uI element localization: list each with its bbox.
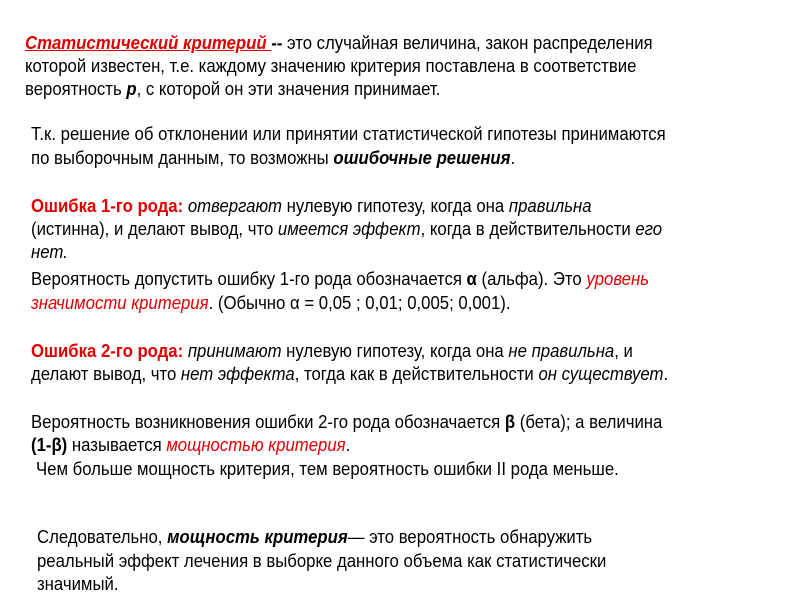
text-segment: мощностью критерия [166, 435, 346, 455]
text-line [37, 526, 592, 548]
text-line [31, 218, 662, 240]
text-segment: его [635, 219, 663, 239]
text-segment: которой известен, т.е. каждому значению критерия поставлена в соответствие [25, 56, 637, 76]
text-segment: значимости критерия [31, 293, 209, 313]
text-segment: . [663, 364, 669, 384]
text-segment: р [126, 79, 137, 99]
text-segment: это случайная величина, закон распределения [287, 33, 653, 53]
text-segment: , и [614, 341, 633, 361]
text-line [31, 434, 350, 456]
text-segment: . [510, 148, 516, 168]
text-segment: Следовательно, [37, 527, 168, 547]
text-line [31, 340, 633, 362]
text-segment: делают вывод, что [31, 364, 181, 384]
text-segment: по выборочным данным, то возможны [31, 148, 334, 168]
text-segment: правильна [508, 196, 592, 216]
text-segment: вероятность [25, 79, 127, 99]
text-segment: Чем больше мощность критерия, тем вероятность ошибки II рода меньше. [36, 459, 619, 479]
text-segment: (истинна), и делают вывод, что [31, 219, 278, 239]
text-segment: нет эффекта [180, 364, 295, 384]
text-line [37, 573, 118, 595]
text-line [31, 268, 649, 290]
text-segment: не правильна [508, 341, 615, 361]
text-line [31, 123, 666, 145]
text-line [25, 32, 653, 54]
text-segment: он существует [538, 364, 664, 384]
text-segment: называется [67, 435, 167, 455]
text-segment: нулевую гипотезу, когда она [282, 196, 509, 216]
text-line [25, 78, 440, 100]
text-segment: , тогда как в действительности [294, 364, 539, 384]
text-line [37, 550, 606, 572]
text-segment: Вероятность возникновения ошибки 2-го рода обозначается [31, 412, 505, 432]
text-segment: , с которой он эти значения принимает. [136, 79, 441, 99]
text-segment: нет. [31, 242, 68, 262]
text-segment: (альфа). Это [476, 269, 587, 289]
text-line [31, 241, 68, 263]
text-segment: Статистический критерий [25, 33, 267, 53]
text-line [31, 292, 511, 314]
text-segment: — это вероятность обнаружить [347, 527, 593, 547]
text-segment: β [504, 412, 516, 432]
text-segment: . [345, 435, 351, 455]
text-segment: уровень [586, 269, 650, 289]
text-segment: ошибочные решения [333, 148, 511, 168]
text-segment: -- [271, 33, 288, 53]
text-line [31, 411, 662, 433]
text-segment: принимают [187, 341, 282, 361]
text-segment: Ошибка 2-го рода: [31, 341, 188, 361]
text-segment: . (Обычно α = 0,05 ; 0,01; 0,005; 0,001). [208, 293, 511, 313]
text-segment: (1-β) [31, 435, 68, 455]
text-segment: (бета); а величина [515, 412, 663, 432]
text-segment: Ошибка 1-го рода: [31, 196, 188, 216]
text-segment: значимый. [37, 574, 119, 594]
text-line [25, 55, 636, 77]
text-segment: α [466, 269, 477, 289]
text-segment: мощность критерия [167, 527, 348, 547]
text-segment: отвергают [187, 196, 283, 216]
text-line [31, 363, 668, 385]
text-segment: , когда в действительности [420, 219, 636, 239]
text-line [31, 195, 592, 217]
text-line [36, 458, 619, 480]
text-segment: Вероятность допустить ошибку 1-го рода обозначается [31, 269, 467, 289]
text-segment: имеется эффект [277, 219, 421, 239]
text-segment: реальный эффект лечения в выборке данного объема как статистически [37, 551, 607, 571]
text-line [31, 147, 515, 169]
text-segment: Т.к. решение об отклонении или принятии статистической гипотезы принимаются [31, 124, 666, 144]
text-segment: нулевую гипотезу, когда она [281, 341, 509, 361]
